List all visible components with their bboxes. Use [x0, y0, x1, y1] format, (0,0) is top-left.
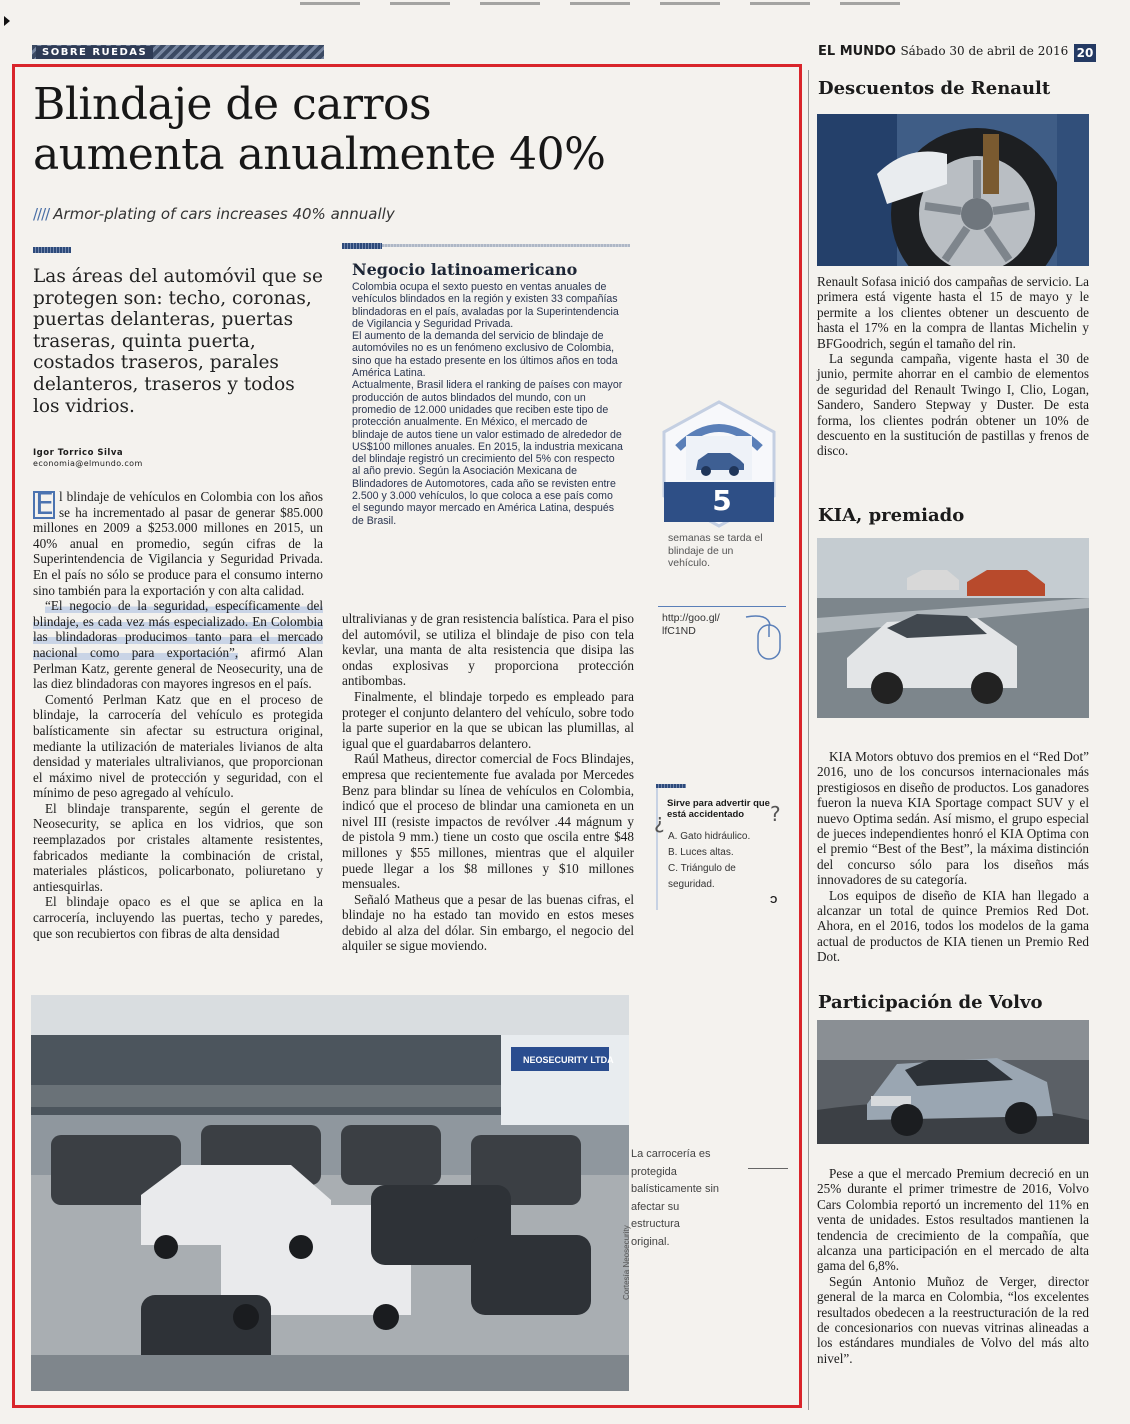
short-link[interactable]: http://goo.gl/ lfC1ND — [662, 612, 720, 637]
deck-marker — [33, 247, 71, 253]
kia-paragraph: KIA Motors obtuvo dos premios en el “Red Dot” 2016, uno de los concursos internacionales más prestigiosos en diseño de productos. Los ganadores fueron la nueva KIA Sportage compact SUV y el nuevo Optima sedán. Así mismo, el grupo especial de jueces independientes honró el KIA Optima con el premio “Best of the Best”, la máxima distinción del concurso sólo para los diseños más innovadores de su categoría. — [817, 749, 1089, 888]
photo-credit: Cortesía Neosecurity — [622, 1225, 631, 1300]
quiz-question: Sirve para advertir que está accidentado — [667, 798, 770, 820]
author-email: economia@elmundo.com — [33, 459, 143, 468]
article-subhead — [33, 205, 395, 223]
quiz-option: C. Triángulo de seguridad. — [668, 863, 736, 890]
box-title: Negocio latinoamericano — [352, 260, 578, 279]
volvo-paragraph: Pese a que el mercado Premium decreció en un 25% durante el primer trimestre de 2016, Volvo Cars Colombia reportó un incremento del 11% en venta de unidades. Estos resultados mantienen la tendencia de crecimiento de la compañía, que alcanza una participación en el mercado de alta gama del 6,8%. — [817, 1166, 1089, 1274]
author-byline: Igor Torrico Silva — [33, 448, 124, 458]
paper-name: EL MUNDO — [818, 44, 896, 59]
body-paragraph: Finalmente, el blindaje torpedo es empleado para proteger el conjunto delantero del vehículo, sobre todo la parte superior en la que se ubican las plumillas, al igual que el guardabarros delantero. — [342, 688, 634, 751]
subhead-text: Armor-plating of cars increases 40% annually — [53, 205, 395, 223]
volvo-text — [817, 1166, 1089, 1366]
headline-line-1: Blindaje de carros — [33, 79, 432, 130]
body-paragraph: ultralivianas y de gran resistencia balística. Para el piso del automóvil, se utiliza el blindaje de piso con tela kevlar, una manta de alta resistencia que disipa las ondas explosivas y proporciona protección antibombas. — [342, 611, 634, 689]
box-paragraph: El aumento de la demanda del servicio de blindaje de automóviles no es un fenómeno exclusivo de Colombia, sino que ha estado presente en los últimos años en toda América Latina. — [352, 330, 618, 380]
kia-title: KIA, premiado — [818, 505, 965, 526]
body-paragraph: afirmó Alan Perlman Katz, gerente general de Neosecurity, una de las diez blindadoras con mayores ingresos en el país. — [33, 644, 323, 692]
section-label: SOBRE RUEDAS — [36, 46, 153, 59]
box-paragraph: Colombia ocupa el sexto puesto en ventas anuales de vehículos blindados en la región y existen 33 compañías blindadoras en el país, avaladas por la Superintendencia de Vigilancia y Seguridad Privada. — [352, 281, 619, 330]
box-text — [352, 281, 624, 527]
volvo-suv-image — [817, 1020, 1089, 1144]
volvo-paragraph: Según Antonio Muñoz de Verger, director general de la marca en Colombia, “los excelentes resultados obedecen a la reestructuración de la red de concesionarios con nuevas vitrinas alineadas a los estándares mundiales de Volvo del más alto nivel”. — [817, 1273, 1089, 1366]
armored-cars-image — [31, 995, 629, 1391]
photo-caption: La carrocería es protegida balísticamente sin afectar su estructura original. — [631, 1148, 720, 1248]
box-paragraph: Actualmente, Brasil lidera el ranking de países con mayor producción de autos blindados del mundo, con un promedio de 12.000 unidades que reciben este tipo de protección anualmente. En México, el mercado de blindaje de autos tiene un valor estimado de alrededor de US$100 millones anuales. En 2015, la industria mexicana del blindaje registró un crecimiento del 5% con respecto al año previo. Según la Asociación Mexicana de Blindadores de Automotores, cada año se revisten entre 2.500 y 3.000 vehículos, lo que coloca a ese país como el segundo mayor mercado en América Latina, después de Brasil. — [352, 379, 623, 527]
weeks-caption: semanas se tarda el blindaje de un vehículo. — [668, 532, 763, 569]
issue-date: Sábado 30 de abril de 2016 — [900, 44, 1069, 58]
quiz-option: B. Luces altas. — [668, 847, 734, 858]
slashes-icon: //// — [33, 205, 50, 223]
quiz-option: A. Gato hidráulico. — [668, 831, 751, 842]
article-body-col2 — [342, 611, 634, 954]
renault-paragraph: La segunda campaña, vigente hasta el 30 de junio, permite ahorrar en el cambio de elementos de seguridad del Renault Twingo I, Clio, Logan, Sandero, Sandero Stepway y Duster. De esta forma, los clientes podrán obtener un 10% de descuento en la sustitución de pastillas y frenos de disco. — [817, 351, 1089, 459]
body-paragraph: El blindaje transparente, según el gerente de Neosecurity, se aplica en los vidrios, que son reemplazados por cristales altamente resistentes, fabricados mediante la combinación de cristal, materiales plásticos, policarbonato, poliuretano y antiesquirlas. — [33, 800, 323, 894]
weeks-number: 5 — [712, 484, 732, 517]
inverted-question-icon: ¿ — [654, 809, 665, 833]
scan-edge-line — [300, 2, 900, 5]
quiz-options — [668, 829, 780, 893]
kia-cars-image — [817, 538, 1089, 718]
kia-text — [817, 749, 1089, 965]
kia-paragraph: Los equipos de diseño de KIA han llegado a alcanzar un total de quince Premios Red Dot. Ahora, en el 2016, todos los modelos de la gama actual de productos de KIA tienen un Premio Red Dot. — [817, 887, 1089, 965]
box-rule — [382, 244, 630, 247]
renault-title: Descuentos de Renault — [818, 78, 1051, 99]
caption-rule — [748, 1168, 788, 1169]
column-rule — [808, 70, 809, 1410]
body-paragraph: El blindaje opaco es el que se aplica en la carrocería, incluyendo las puertas, techo y paredes, que son recubiertos con fibras de alta densidad — [33, 894, 323, 941]
neosecurity-sign: NEOSECURITY LTDA — [523, 1055, 614, 1065]
body-paragraph: Raúl Matheus, director comercial de Focs Blindajes, empresa que recientemente fue avalada por Mercedes Benz para blindar su línea de vehículos en Colombia, indicó que el proceso de blindar una camioneta en un nivel III (resiste impactos de revólver .44 mágnum y de pistola 9 mm.) tiene un costo que oscila entre $48 millones y $55 millones, mientras que el alquiler puede llegar a los $8 millones y $10 millones mensuales. — [342, 751, 634, 892]
kia-photo — [817, 538, 1089, 718]
box-marker — [342, 243, 382, 249]
pull-quote: “El negocio de la seguridad, específicamente del blindaje, es cada vez más especializado. En Colombia las blindadoras producimos tanto para el mercado nacional como para exportación”, — [33, 598, 323, 660]
masthead — [818, 44, 1068, 59]
tire-image — [817, 114, 1089, 266]
quiz-marker — [656, 784, 686, 788]
renault-paragraph: Renault Sofasa inició dos campañas de servicio. La primera está vigente hasta el 15 de mayo y le permite a los clientes obtener un descuento de hasta el 17% en la compra de llantas Michelin y BFGoodrich, según el tamaño del rin. — [817, 274, 1089, 351]
workshop-photo — [31, 995, 629, 1391]
volvo-title: Participación de Volvo — [818, 992, 1043, 1013]
body-paragraph: Comentó Perlman Katz que en el proceso de blindaje, la carrocería del vehículo es protegida balísticamente sin afectar su estructura original, mediante la utilización de materiales livianos de alta densidad y materiales ultralivianos, que proporcionan el máximo nivel de protección y seguridad, con el mínimo de peso agregado al vehículo. — [33, 691, 323, 801]
article-body-col1 — [33, 489, 323, 941]
body-paragraph: l blindaje de vehículos en Colombia con los años se ha incrementado al pasar de generar $85.000 millones en 2009 a $253.000 millones en 2015, un 40% anual en promedio, según cifras de la Superintendencia de Vigilancia y Seguridad Privada. En el país no sólo se produce para el consumo interno sino también para la exportación y con alta calidad. — [33, 489, 323, 598]
dropcap: E — [35, 487, 54, 522]
body-paragraph: Señaló Matheus que a pesar de las buenas cifras, el blindaje no ha estado tan movido en estos meses debido al alza del dólar. Sin embargo, el negocio del alquiler se sigue moviendo. — [342, 891, 634, 954]
pointer-mark — [4, 16, 10, 26]
quiz-answer: C — [770, 893, 778, 904]
renault-text — [817, 274, 1089, 459]
page-number: 20 — [1074, 44, 1096, 62]
renault-photo — [817, 114, 1089, 266]
question-icon: ? — [770, 802, 781, 826]
headline-line-2: aumenta anualmente 40% — [33, 129, 606, 180]
article-deck: Las áreas del automóvil que se protegen son: techo, coronas, puertas delanteras, puertas traseras, quinta puerta, costados traseros, parales delanteros, traseros y todos los vidrios. — [33, 266, 323, 417]
volvo-photo — [817, 1020, 1089, 1144]
article-headline — [33, 80, 793, 180]
